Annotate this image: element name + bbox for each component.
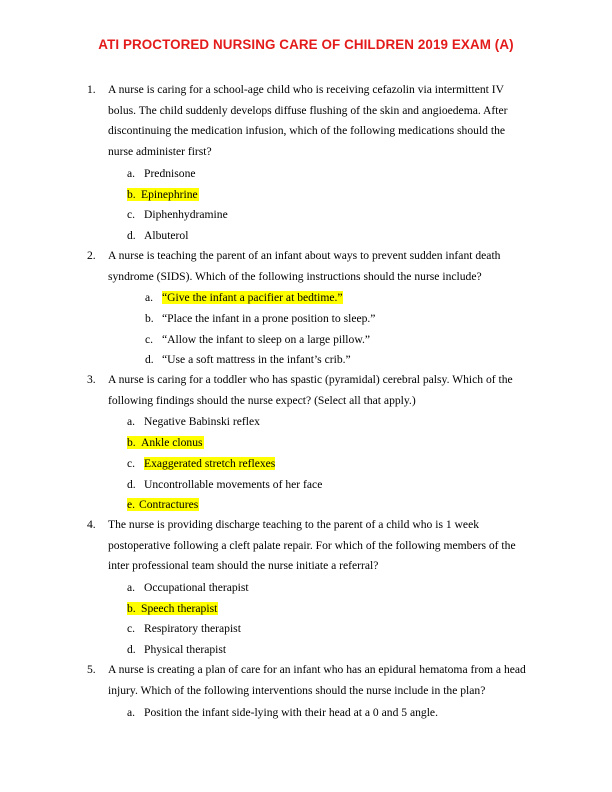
option-3a [127, 415, 260, 428]
option-2a [145, 291, 343, 304]
question-number: 1. [87, 83, 96, 96]
option-2b [145, 312, 375, 325]
option-3d [127, 478, 322, 491]
option-label: b. [127, 188, 136, 201]
option-1a [127, 167, 196, 180]
option-label: c. [127, 457, 136, 470]
document-title: ATI PROCTORED NURSING CARE OF CHILDREN 2019 EXAM (A) [98, 37, 514, 52]
question-text: A nurse is teaching the parent of an infant about ways to prevent sudden infant death syndrome (SIDS). Which of the following instructions should the nurse include? [108, 249, 501, 283]
option-text: Position the infant side-lying with their head at a 0 and 5 angle. [144, 706, 438, 719]
option-1b [127, 188, 199, 201]
option-label: e. [127, 498, 136, 511]
option-text: Albuterol [144, 229, 189, 242]
option-text: Prednisone [144, 167, 196, 180]
option-label: d. [127, 229, 136, 242]
question-2 [87, 246, 532, 287]
option-4c [127, 622, 241, 635]
option-4d [127, 643, 226, 656]
question-4 [87, 515, 532, 577]
question-1 [87, 80, 532, 163]
option-label: a. [127, 415, 136, 428]
question-number: 5. [87, 663, 96, 676]
option-label: a. [145, 291, 154, 304]
option-3c [127, 457, 275, 470]
option-text: Speech therapist [141, 602, 218, 615]
option-4b [127, 602, 218, 615]
option-text: Physical therapist [144, 643, 227, 656]
option-label: b. [127, 602, 136, 615]
option-4a [127, 581, 249, 594]
option-label: b. [127, 436, 136, 449]
option-label: c. [145, 333, 154, 346]
option-text: Contractures [139, 498, 199, 511]
option-label: c. [127, 622, 136, 635]
option-text: Occupational therapist [144, 581, 249, 594]
option-text: “Give the infant a pacifier at bedtime.” [162, 291, 343, 304]
option-label: a. [127, 167, 136, 180]
option-2c [145, 333, 370, 346]
option-3e [127, 498, 199, 511]
option-label: a. [127, 581, 136, 594]
question-3 [87, 370, 532, 411]
option-text: Negative Babinski reflex [144, 415, 260, 428]
option-text: “Place the infant in a prone position to sleep.” [162, 312, 376, 325]
option-1c [127, 208, 228, 221]
question-text: A nurse is caring for a toddler who has spastic (pyramidal) cerebral palsy. Which of the following findings should the nurse expect? (Select all that apply.) [108, 373, 513, 407]
option-text: “Allow the infant to sleep on a large pillow.” [162, 333, 370, 346]
option-text: Respiratory therapist [144, 622, 241, 635]
question-text: A nurse is caring for a school-age child who is receiving cefazolin via intermittent IV bolus. The child suddenly develops diffuse flushing of the skin and angioedema. After discontinuing the medication infusion, which of the following medications should the nurse administer first? [108, 83, 508, 159]
option-label: d. [127, 643, 136, 656]
question-number: 4. [87, 518, 96, 531]
option-text: Ankle clonus [141, 436, 203, 449]
option-1d [127, 229, 188, 242]
option-text: “Use a soft mattress in the infant’s crib.” [162, 353, 351, 366]
question-text: A nurse is creating a plan of care for an infant who has an epidural hematoma from a head injury. Which of the following interventions should the nurse include in the plan? [108, 663, 526, 697]
option-5a [127, 706, 438, 719]
question-number: 2. [87, 249, 96, 262]
question-text: The nurse is providing discharge teaching to the parent of a child who is 1 week postoperative following a cleft palate repair. For which of the following members of the inter professional team should the nurse initiate a referral? [108, 518, 516, 573]
question-5 [87, 660, 532, 701]
option-3b [127, 436, 204, 449]
option-label: d. [127, 478, 136, 491]
option-text: Exaggerated stretch reflexes [144, 457, 276, 470]
option-text: Uncontrollable movements of her face [144, 478, 323, 491]
question-number: 3. [87, 373, 96, 386]
option-label: a. [127, 706, 136, 719]
option-text: Epinephrine [141, 188, 198, 201]
option-2d [145, 353, 351, 366]
option-label: b. [145, 312, 154, 325]
option-text: Diphenhydramine [144, 208, 228, 221]
option-label: d. [145, 353, 154, 366]
option-label: c. [127, 208, 136, 221]
